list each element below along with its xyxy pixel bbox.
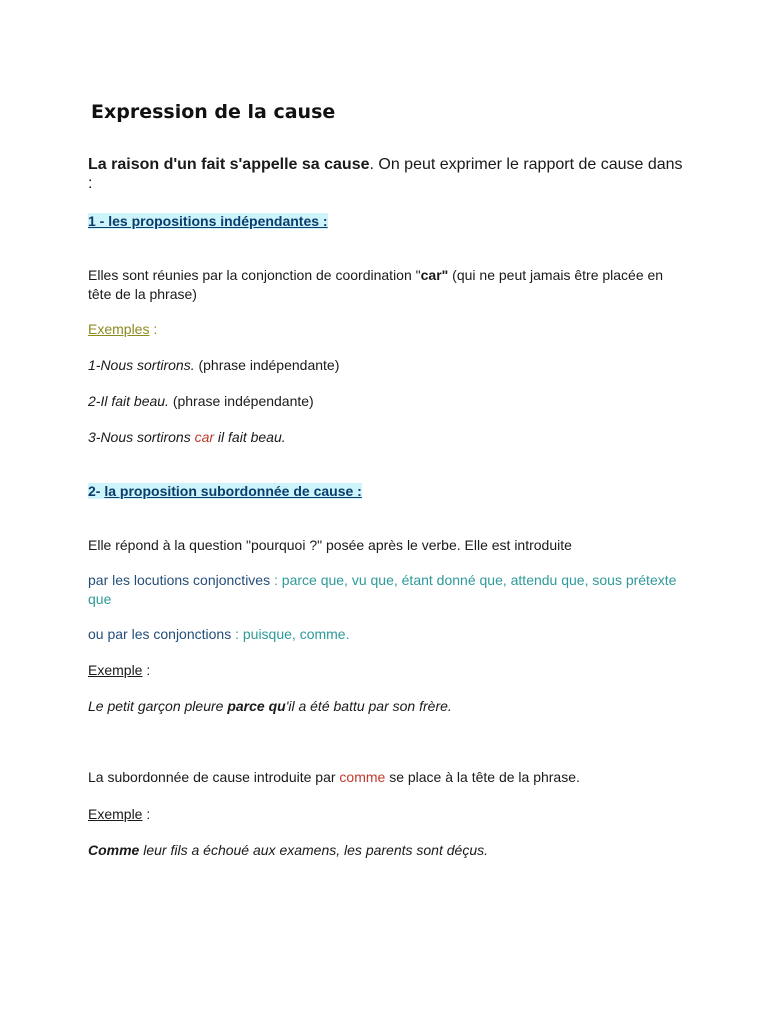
section1-text-start: Elles sont réunies par la conjonction de coordination "	[88, 267, 421, 283]
subordonnee-b: se place à la tête de la phrase.	[385, 769, 580, 785]
subordonnee-paragraph	[88, 768, 580, 787]
intro-paragraph	[88, 155, 688, 193]
examples-label-line	[88, 320, 157, 339]
example-3-b: il fait beau.	[214, 429, 286, 445]
exemple2-rest: leur fils a échoué aux examens, les parents sont déçus.	[139, 842, 488, 858]
example-1	[88, 356, 339, 375]
exemple-colon: :	[142, 662, 151, 678]
exemple-sentence-a: Le petit garçon pleure	[88, 698, 228, 714]
exemple2-label-line	[88, 805, 150, 824]
example-2-italic: 2-Il fait beau.	[88, 393, 169, 409]
example-2-rest: (phrase indépendante)	[168, 393, 314, 409]
conjonctions-line	[88, 625, 349, 644]
section1-text-end: (qui ne peut jamais être placée en tête de la phrase)	[88, 267, 664, 302]
section1-heading-text: 1 - les propositions indépendantes :	[88, 213, 328, 229]
conjonctions-values: puisque, comme.	[242, 626, 350, 642]
exemple-sentence-b: 'il a été battu par son frère.	[285, 698, 452, 714]
examples-label: Exemples	[88, 321, 150, 337]
locutions-colon: :	[270, 572, 282, 588]
example-2	[88, 392, 314, 411]
subordonnee-comme: comme	[339, 769, 386, 785]
page-title: Expression de la cause	[91, 101, 336, 123]
conjonctions-colon: :	[231, 626, 243, 642]
section2-paragraph: Elle répond à la question "pourquoi ?" posée après le verbe. Elle est introduite	[88, 537, 572, 553]
section1-text-bold: car"	[420, 267, 449, 283]
subordonnee-a: La subordonnée de cause introduite par	[88, 769, 340, 785]
intro-bold: La raison d'un fait s'appelle sa cause	[88, 156, 370, 173]
locutions-label: par les locutions conjonctives	[88, 572, 271, 588]
intro-rest: . On peut exprimer le rapport de cause dans :	[88, 156, 683, 192]
section1-heading	[88, 212, 328, 231]
section2-heading-num: 2-	[88, 483, 101, 499]
example-3	[88, 428, 286, 447]
section2-heading	[88, 482, 362, 501]
exemple-label-line	[88, 661, 150, 680]
exemple-sentence-bold: parce qu	[227, 698, 286, 714]
section2-heading-text: la proposition subordonnée de cause :	[104, 483, 362, 499]
exemple2-label: Exemple	[88, 806, 143, 822]
examples-colon: :	[149, 321, 158, 337]
exemple-sentence	[88, 697, 452, 716]
exemple2-colon: :	[142, 806, 151, 822]
section1-paragraph	[88, 266, 678, 304]
example-3-a: 3-Nous sortirons	[88, 429, 195, 445]
locutions-line	[88, 571, 678, 609]
conjonctions-label: ou par les conjonctions	[88, 626, 232, 642]
exemple2-bold: Comme	[88, 842, 140, 858]
locutions-values: parce que, vu que, étant donné que, attendu que, sous prétexte que	[88, 572, 677, 607]
example-3-car: car	[194, 429, 215, 445]
exemple2-sentence	[88, 841, 488, 860]
exemple-label: Exemple	[88, 662, 143, 678]
example-1-rest: (phrase indépendante)	[194, 357, 340, 373]
example-1-italic: 1-Nous sortirons.	[88, 357, 195, 373]
